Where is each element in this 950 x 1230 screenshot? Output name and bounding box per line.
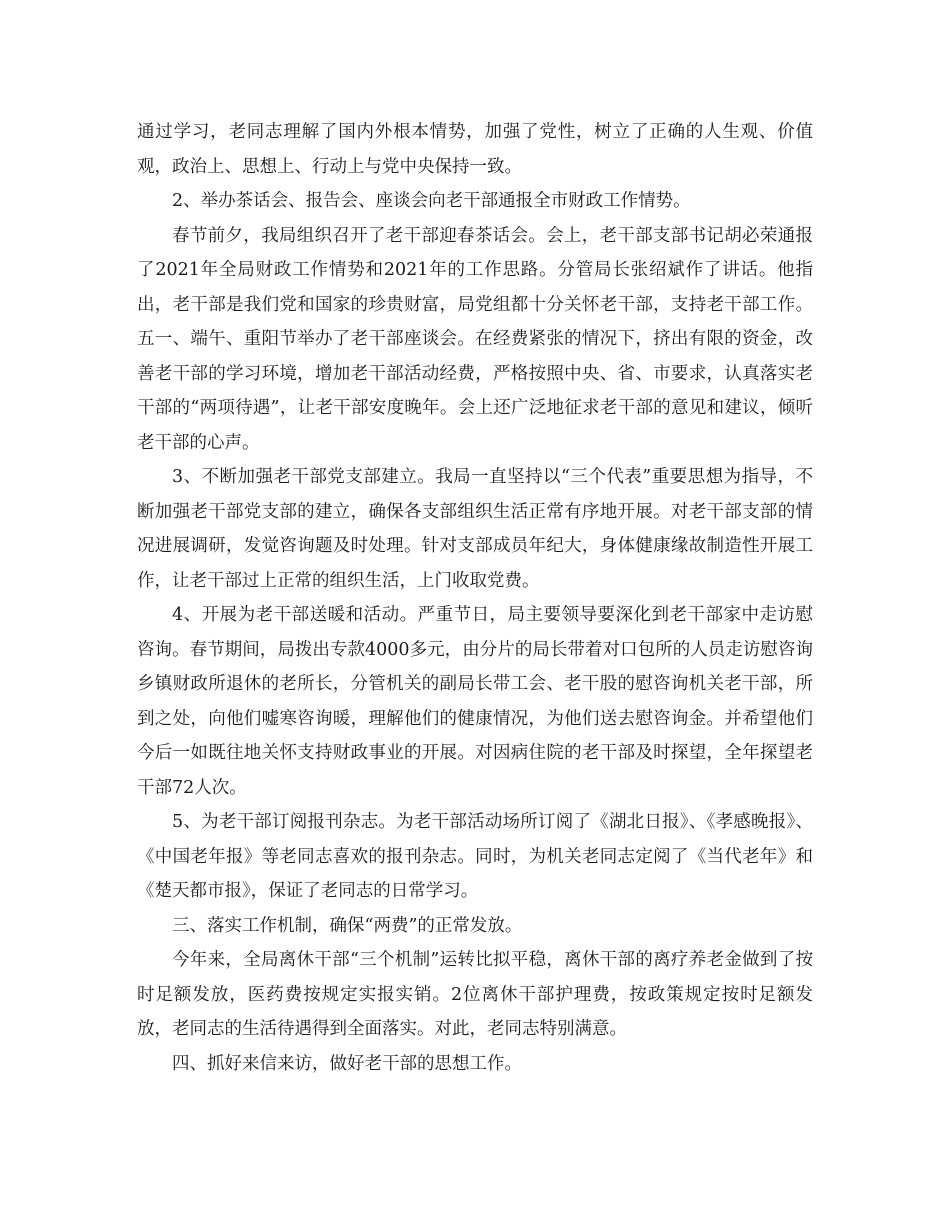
document-body bbox=[137, 115, 813, 1081]
paragraph-newspapers: 5、为老干部订阅报刊杂志。为老干部活动场所订阅了《湖北日报》、《孝感晚报》、《中国老年报》等老同志喜欢的报刊杂志。同时，为机关老同志定阅了《当代老年》和《楚天都市报》，保证了老同志的日常学习。 bbox=[137, 812, 813, 901]
paragraph-spring-festival: 春节前夕，我局组织召开了老干部迎春茶话会。会上，老干部支部书记胡必荣通报了2021年全局财政工作情势和2021年的工作思路。分管局长张绍斌作了讲话。他指出，老干部是我们党和国家的珍贵财富，局党组都十分关怀老干部，支持老干部工作。五一、端午、重阳节举办了老干部座谈会。在经费紧张的情况下，挤出有限的资金，改善老干部的学习环境，增加老干部活动经费，严格按照中央、省、市要求，认真落实老干部的“两项待遇”，让老干部安度晚年。会上还广泛地征求老干部的意见和建议，倾听老干部的心声。 bbox=[137, 225, 813, 453]
paragraph-mechanism: 今年来，全局离休干部“三个机制”运转比拟平稳，离休干部的离疗养老金做到了按时足额发放，医药费按规定实报实销。2位离休干部护理费，按政策规定按时足额发放，老同志的生活待遇得到全面落实。对此，老同志特别满意。 bbox=[137, 950, 813, 1039]
paragraph-continuation: 通过学习，老同志理解了国内外根本情势，加强了党性，树立了正确的人生观、价值观，政治上、思想上、行动上与党中央保持一致。 bbox=[137, 122, 813, 177]
paragraph-tea-party-heading: 2、举办茶话会、报告会、座谈会向老干部通报全市财政工作情势。 bbox=[172, 191, 691, 211]
section-heading-three: 三、落实工作机制，确保“两费”的正常发放。 bbox=[172, 915, 523, 936]
section-heading-four: 四、抓好来信来访，做好老干部的思想工作。 bbox=[172, 1053, 522, 1074]
paragraph-party-branch: 3、不断加强老干部党支部建立。我局一直坚持以“三个代表”重要思想为指导，不断加强老干部党支部的建立，确保各支部组织生活正常有序地开展。对老干部支部的情况进展调研，发觉咨询题及时处理。针对支部成员年纪大，身体健康缘故制造性开展工作，让老干部过上正常的组织生活，上门收取党费。 bbox=[137, 467, 813, 591]
paragraph-warmth-activities: 4、开展为老干部送暖和活动。严重节日，局主要领导要深化到老干部家中走访慰咨询。春节期间，局拨出专款4000多元，由分片的局长带着对口包所的人员走访慰咨询乡镇财政所退休的老所长，分管机关的副局长带工会、老干股的慰咨询机关老干部，所到之处，向他们嘘寒咨询暖，理解他们的健康情况，为他们送去慰咨询金。并希望他们今后一如既往地关怀支持财政事业的开展。对因病住院的老干部及时探望，全年探望老干部72人次。 bbox=[137, 605, 813, 798]
